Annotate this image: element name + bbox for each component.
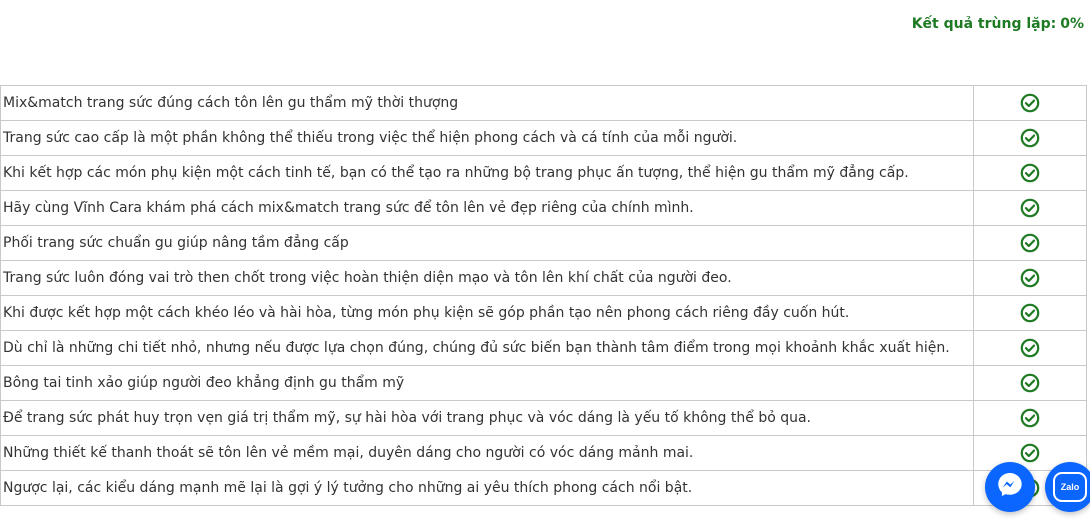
check-circle-icon [1020, 338, 1040, 358]
table-row [1, 156, 1087, 191]
sentence-cell: Trang sức luôn đóng vai trò then chốt trong việc hoàn thiện diện mạo và tôn lên khí chất của người đeo. [1, 261, 974, 296]
sentence-cell: Hãy cùng Vĩnh Cara khám phá cách mix&match trang sức để tôn lên vẻ đẹp riêng của chính mình. [1, 191, 974, 226]
table-row [1, 401, 1087, 436]
sentence-cell: Trang sức cao cấp là một phần không thể thiếu trong việc thể hiện phong cách và cá tính của mỗi người. [1, 121, 974, 156]
table-row [1, 366, 1087, 401]
zalo-label: Zalo [1060, 482, 1080, 492]
sentence-cell: Mix&match trang sức đúng cách tôn lên gu thẩm mỹ thời thượng [1, 86, 974, 121]
table-row [1, 191, 1087, 226]
check-circle-icon [1020, 233, 1040, 253]
duplicate-result-value: 0% [1060, 16, 1084, 32]
check-circle-icon [1020, 408, 1040, 428]
check-circle-icon [1020, 198, 1040, 218]
sentence-cell: Để trang sức phát huy trọn vẹn giá trị thẩm mỹ, sự hài hòa với trang phục và vóc dáng là yếu tố không thể bỏ qua. [1, 401, 974, 436]
table-row [1, 226, 1087, 261]
check-circle-icon [1020, 268, 1040, 288]
sentence-cell: Khi kết hợp các món phụ kiện một cách tinh tế, bạn có thể tạo ra những bộ trang phục ấn tượng, thể hiện gu thẩm mỹ đẳng cấp. [1, 156, 974, 191]
status-cell [974, 401, 1087, 436]
messenger-icon [995, 470, 1025, 504]
check-circle-icon [1020, 128, 1040, 148]
sentence-check-table-body [1, 86, 1087, 506]
duplicate-result-label: Kết quả trùng lặp: [911, 16, 1057, 32]
status-cell [974, 156, 1087, 191]
sentence-check-table [0, 85, 1087, 506]
sentence-cell: Khi được kết hợp một cách khéo léo và hài hòa, từng món phụ kiện sẽ góp phần tạo nên phong cách riêng đầy cuốn hút. [1, 296, 974, 331]
sentence-cell: Những thiết kế thanh thoát sẽ tôn lên vẻ mềm mại, duyên dáng cho người có vóc dáng mảnh mai. [1, 436, 974, 471]
status-cell [974, 331, 1087, 366]
zalo-icon [1053, 472, 1087, 502]
status-cell [974, 261, 1087, 296]
sentence-cell: Phối trang sức chuẩn gu giúp nâng tầm đẳng cấp [1, 226, 974, 261]
status-cell [974, 296, 1087, 331]
status-cell [974, 366, 1087, 401]
status-cell [974, 226, 1087, 261]
table-row [1, 86, 1087, 121]
check-circle-icon [1020, 93, 1040, 113]
sentence-cell: Ngược lại, các kiểu dáng mạnh mẽ lại là gợi ý lý tưởng cho những ai yêu thích phong cách nổi bật. [1, 471, 974, 506]
sentence-cell: Bông tai tinh xảo giúp người đeo khẳng định gu thẩm mỹ [1, 366, 974, 401]
sentence-cell: Dù chỉ là những chi tiết nhỏ, nhưng nếu được lựa chọn đúng, chúng đủ sức biến bạn thành tâm điểm trong mọi khoảnh khắc xuất hiện. [1, 331, 974, 366]
table-row [1, 296, 1087, 331]
status-cell [974, 121, 1087, 156]
table-row [1, 261, 1087, 296]
duplicate-result-summary [912, 16, 1084, 32]
status-cell [974, 86, 1087, 121]
check-circle-icon [1020, 373, 1040, 393]
check-circle-icon [1020, 303, 1040, 323]
table-row [1, 121, 1087, 156]
check-circle-icon [1020, 443, 1040, 463]
check-circle-icon [1020, 163, 1040, 183]
status-cell [974, 191, 1087, 226]
zalo-chat-button[interactable] [1045, 462, 1090, 512]
table-row [1, 331, 1087, 366]
table-row [1, 436, 1087, 471]
messenger-chat-button[interactable] [985, 462, 1035, 512]
table-row [1, 471, 1087, 506]
